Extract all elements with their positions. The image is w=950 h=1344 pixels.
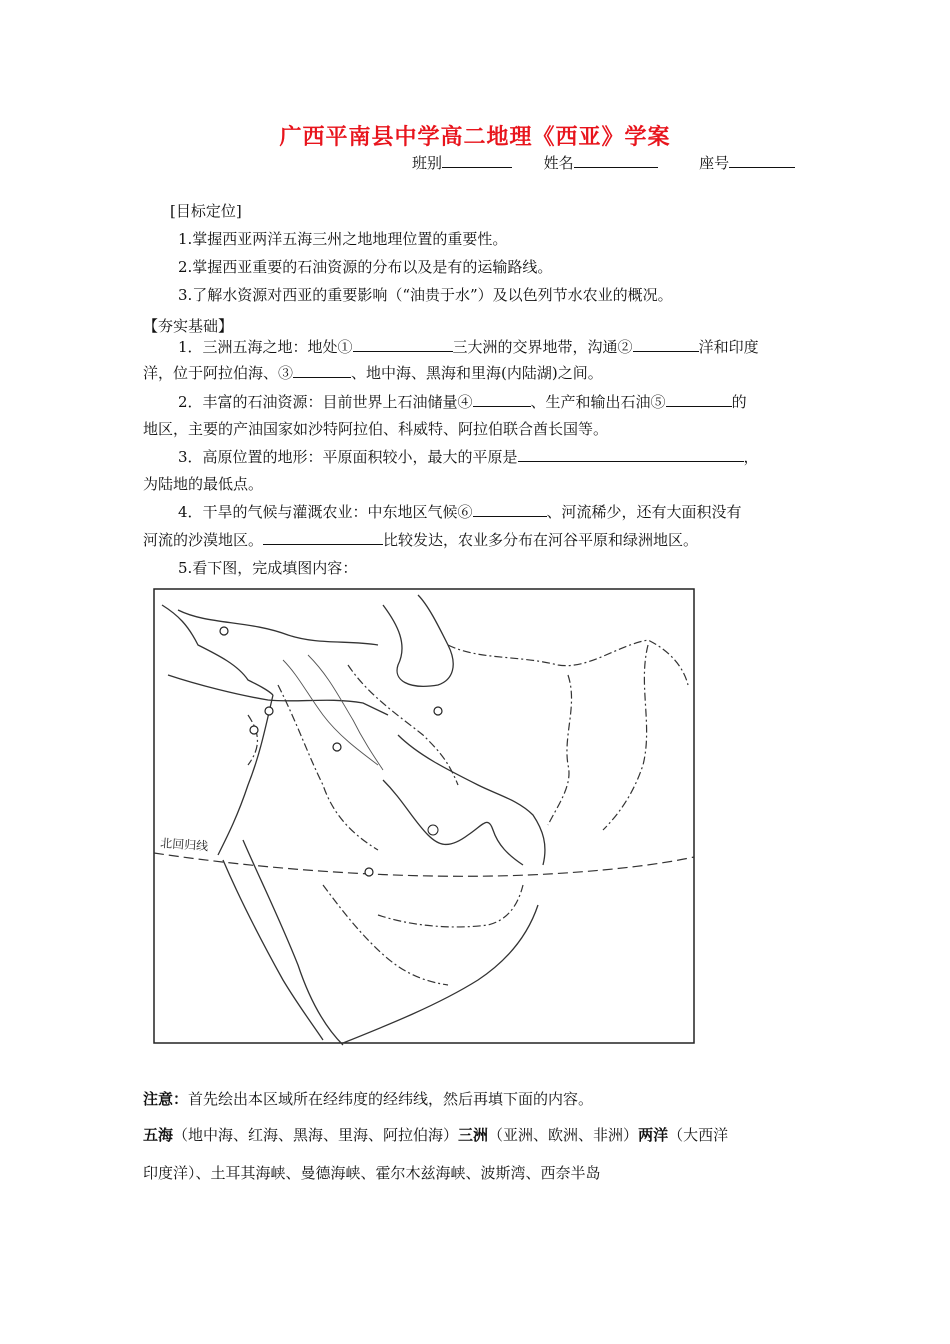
border	[323, 885, 448, 985]
qatar-marker	[428, 825, 438, 835]
city-marker	[250, 726, 258, 734]
q4-blank-2[interactable]	[263, 530, 383, 545]
q1-blank-2[interactable]	[633, 337, 699, 352]
q1-blank-1[interactable]	[353, 337, 453, 352]
question-2	[178, 391, 747, 412]
two-oceans: （大西洋	[668, 1126, 729, 1144]
coastline	[168, 675, 388, 715]
q1-text: 1．三洲五海之地：地处①	[178, 338, 353, 356]
two-oceans-label: 两洋	[638, 1126, 669, 1144]
question-1-cont	[143, 362, 603, 383]
note-text: 首先绘出本区域所在经纬度的经纬线，然后再填下面的内容。	[188, 1090, 594, 1108]
coastline	[162, 605, 273, 695]
q2-text: 的	[731, 393, 747, 411]
question-3	[178, 446, 759, 467]
question-2-cont: 地区，主要的产油国家如沙特阿拉伯、科威特、阿拉伯联合酋长国等。	[143, 420, 609, 438]
three-continents-label: 三洲	[458, 1126, 489, 1144]
red-sea-coast	[243, 840, 343, 1045]
basics-heading: 【夯实基础】	[143, 317, 234, 335]
border	[448, 640, 688, 685]
city-marker	[434, 707, 442, 715]
q4-text: 4．干旱的气候与灌溉农业：中东地区气候⑥	[178, 503, 473, 521]
q2-blank-2[interactable]	[666, 392, 732, 407]
river	[308, 655, 383, 770]
student-info	[412, 152, 795, 173]
q4-text: 、河流稀少，还有大面积没有	[546, 503, 742, 521]
q1-text: 、地中海、黑海和里海(内陆湖)之间。	[351, 364, 603, 382]
red-sea-coast	[223, 860, 323, 1040]
q2-text: 、生产和输出石油⑤	[530, 393, 666, 411]
city-marker	[265, 707, 273, 715]
page-title: 广西平南县中学高二地理《西亚》学案	[279, 124, 671, 150]
border	[248, 715, 257, 765]
question-3-cont: 为陆地的最低点。	[143, 475, 264, 493]
question-5: 5.看下图，完成填图内容：	[178, 559, 358, 577]
q1-text: 三大洲的交界地带，沟通②	[452, 338, 633, 356]
border	[278, 685, 378, 850]
q4-text: 比较发达，农业多分布在河谷平原和绿洲地区。	[383, 531, 699, 549]
name-label: 姓名	[543, 154, 574, 172]
fill-list-line-1	[143, 1124, 728, 1145]
coastline	[398, 735, 545, 865]
objective-item: 3.了解水资源对西亚的重要影响（“油贵于水”）及以色列节水农业的概况。	[178, 286, 673, 304]
five-seas: （地中海、红海、黑海、里海、阿拉伯海）	[173, 1126, 459, 1144]
city-marker	[220, 627, 228, 635]
name-blank[interactable]	[574, 153, 658, 168]
west-asia-map	[148, 585, 700, 1049]
note-label: 注意：	[143, 1090, 189, 1108]
q3-blank-1[interactable]	[518, 447, 744, 462]
q4-blank-1[interactable]	[473, 502, 547, 517]
q3-text: ，	[743, 448, 759, 466]
river	[283, 660, 378, 765]
q1-blank-3[interactable]	[293, 363, 351, 378]
fill-list-line-2: 印度洋）、土耳其海峡、曼德海峡、霍尔木兹海峡、波斯湾、西奈半岛	[143, 1164, 601, 1182]
seat-blank[interactable]	[729, 153, 795, 168]
objective-item: 1.掌握西亚两洋五海三州之地地理位置的重要性。	[178, 230, 508, 248]
question-4	[178, 501, 742, 522]
tropic-label: 北回归线	[159, 836, 209, 854]
map-frame	[154, 589, 694, 1043]
question-1	[178, 336, 759, 357]
border	[603, 645, 648, 830]
q1-text: 洋和印度	[698, 338, 759, 356]
caspian-sea	[383, 595, 453, 686]
objective-item: 2.掌握西亚重要的石油资源的分布以及是有的运输路线。	[178, 258, 553, 276]
three-continents: （亚洲、欧洲、非洲）	[488, 1126, 639, 1144]
persian-gulf	[383, 780, 523, 865]
q2-blank-1[interactable]	[473, 392, 531, 407]
city-marker	[365, 868, 373, 876]
five-seas-label: 五海	[143, 1126, 174, 1144]
objectives-heading: [目标定位]	[170, 202, 242, 220]
class-blank[interactable]	[442, 153, 512, 168]
coastline	[178, 610, 378, 645]
coastline	[218, 695, 273, 855]
border	[548, 675, 572, 825]
question-4-cont	[143, 529, 698, 550]
border	[378, 885, 523, 927]
q2-text: 2．丰富的石油资源：目前世界上石油储量④	[178, 393, 473, 411]
city-marker	[333, 743, 341, 751]
q1-text: 洋，位于阿拉伯海、③	[143, 364, 294, 382]
coastline	[343, 905, 538, 1043]
q4-text: 河流的沙漠地区。	[143, 531, 264, 549]
seat-label: 座号	[699, 154, 730, 172]
tropic-of-cancer	[154, 853, 694, 876]
note-line	[143, 1088, 593, 1109]
class-label: 班别	[412, 154, 443, 172]
q3-text: 3．高原位置的地形：平原面积较小，最大的平原是	[178, 448, 518, 466]
